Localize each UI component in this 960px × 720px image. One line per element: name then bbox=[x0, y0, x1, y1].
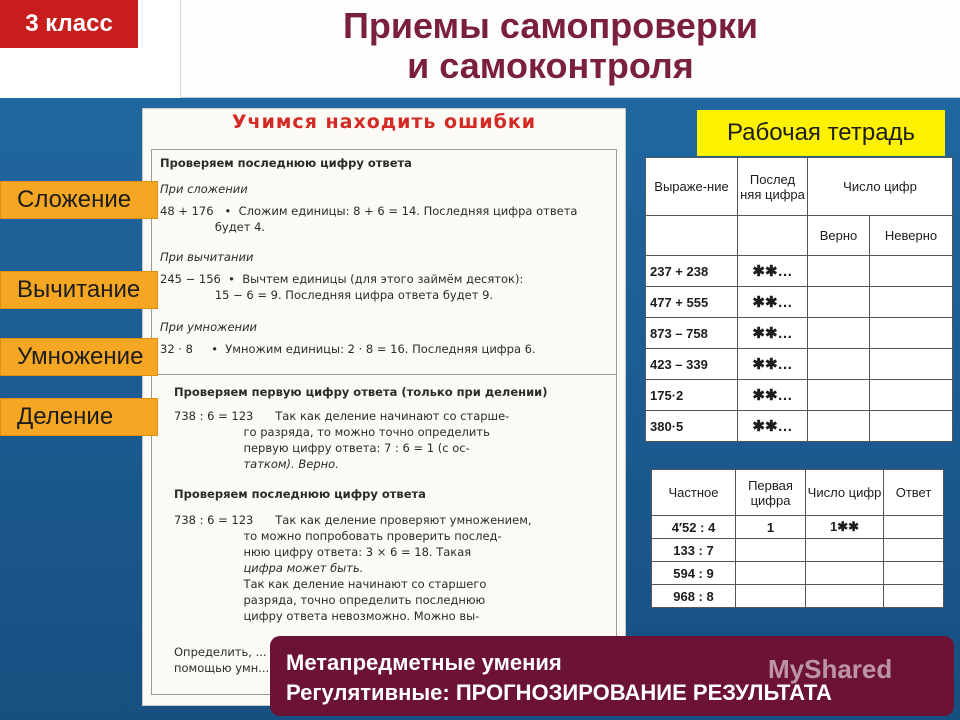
table-header: Послед няя цифра bbox=[738, 158, 808, 216]
title-line-1: Приемы самопроверки bbox=[342, 5, 759, 46]
table-cell-mark: ✱✱… bbox=[738, 349, 808, 380]
table-cell-expression: 237 + 238 bbox=[646, 256, 738, 287]
book-line: Определить, ... bbox=[174, 645, 267, 659]
table-header: Число цифр bbox=[808, 158, 953, 216]
table-header: Выраже-ние bbox=[646, 158, 738, 216]
table-cell-expression: 4′52 : 4 bbox=[652, 516, 736, 539]
textbook-page bbox=[142, 108, 626, 706]
table-subheader: Неверно bbox=[870, 216, 953, 256]
table-header: Ответ bbox=[884, 470, 944, 516]
table-cell-expression: 380·5 bbox=[646, 411, 738, 442]
book-line: будет 4. bbox=[160, 220, 266, 234]
table-header: Частное bbox=[652, 470, 736, 516]
book-line: помощью умн... bbox=[174, 661, 270, 675]
book-line: Проверяем последнюю цифру ответа bbox=[174, 487, 426, 501]
book-line: 15 − 6 = 9. Последняя цифра ответа будет 9. bbox=[160, 288, 494, 302]
book-line: нюю цифру ответа: 3 × 6 = 18. Такая bbox=[174, 545, 472, 559]
textbook-title: Учимся находить ошибки bbox=[231, 111, 537, 133]
title-line-2: и самоконтроля bbox=[407, 45, 694, 86]
book-line: При вычитании bbox=[160, 250, 254, 264]
book-line: первую цифру ответа: 7 : 6 = 1 (с ос- bbox=[174, 441, 470, 455]
category-division: Деление bbox=[0, 398, 158, 436]
book-line: татком). Верно. bbox=[174, 457, 339, 471]
workbook-table-last-digit bbox=[645, 157, 953, 442]
book-line: цифра может быть. bbox=[174, 561, 364, 575]
book-line: то можно попробовать проверить послед- bbox=[174, 529, 502, 543]
category-subtraction: Вычитание bbox=[0, 271, 158, 309]
table-cell-answer[interactable] bbox=[884, 516, 944, 539]
workbook-table-division bbox=[651, 469, 944, 608]
table-cell-expression: 968 : 8 bbox=[652, 585, 736, 608]
table-cell-expression: 133 : 7 bbox=[652, 539, 736, 562]
meta-skills-detail: Регулятивные: ПРОГНОЗИРОВАНИЕ РЕЗУЛЬТАТА bbox=[286, 680, 832, 705]
table-cell-mark: ✱✱… bbox=[738, 256, 808, 287]
table-cell-digit-count: 1✱✱ bbox=[806, 516, 884, 539]
workbook-label: Рабочая тетрадь bbox=[697, 110, 945, 156]
category-multiplication: Умножение bbox=[0, 338, 158, 376]
book-line: го разряда, то можно точно определить bbox=[174, 425, 490, 439]
book-line: Проверяем последнюю цифру ответа bbox=[160, 156, 412, 170]
book-line: Так как деление начинают со старшего bbox=[174, 577, 487, 591]
table-cell-first-digit: 1 bbox=[736, 516, 806, 539]
table-cell-expression: 594 : 9 bbox=[652, 562, 736, 585]
meta-skills-title: Метапредметные умения bbox=[286, 650, 562, 675]
book-line: При сложении bbox=[160, 182, 248, 196]
table-header: Число цифр bbox=[806, 470, 884, 516]
book-line: 245 − 156 • Вычтем единицы (для этого займём десяток): bbox=[160, 272, 524, 286]
table-cell-mark: ✱✱… bbox=[738, 287, 808, 318]
table-cell-mark: ✱✱… bbox=[738, 380, 808, 411]
book-line: 48 + 176 • Сложим единицы: 8 + 6 = 14. Последняя цифра ответа bbox=[160, 204, 578, 218]
book-line: цифру ответа невозможно. Можно вы- bbox=[174, 609, 480, 623]
book-line: При умножении bbox=[160, 320, 258, 334]
book-line: 738 : 6 = 123 Так как деление начинают со старше- bbox=[174, 409, 510, 423]
book-line: 738 : 6 = 123 Так как деление проверяют умножением, bbox=[174, 513, 532, 527]
book-line: Проверяем первую цифру ответа (только при делении) bbox=[174, 385, 548, 399]
slide-title bbox=[180, 0, 960, 98]
book-line: разряда, точно определить последнюю bbox=[174, 593, 486, 607]
table-cell-expression: 873 – 758 bbox=[646, 318, 738, 349]
category-addition: Сложение bbox=[0, 181, 158, 219]
table-cell-expression: 175·2 bbox=[646, 380, 738, 411]
table-cell-expression: 477 + 555 bbox=[646, 287, 738, 318]
watermark: MyShared bbox=[768, 654, 893, 684]
table-subheader: Верно bbox=[808, 216, 870, 256]
table-cell-mark: ✱✱… bbox=[738, 318, 808, 349]
textbook-block-last-digit bbox=[151, 149, 617, 375]
table-cell-expression: 423 – 339 bbox=[646, 349, 738, 380]
book-line: 32 · 8 • Умножим единицы: 2 · 8 = 16. Последняя цифра 6. bbox=[160, 342, 536, 356]
table-cell-mark: ✱✱… bbox=[738, 411, 808, 442]
grade-badge: 3 класс bbox=[0, 0, 138, 48]
table-header: Первая цифра bbox=[736, 470, 806, 516]
